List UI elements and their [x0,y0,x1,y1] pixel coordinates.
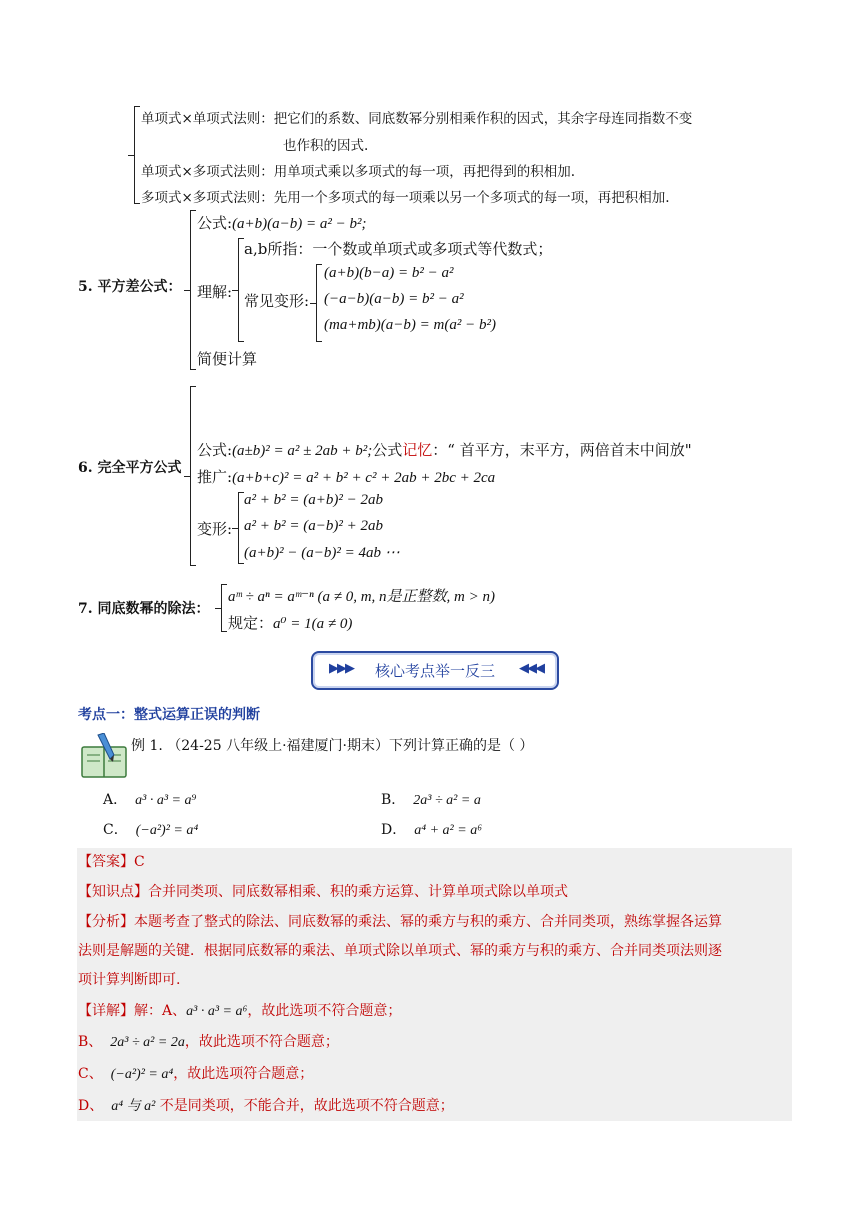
variation-1: (a+b)(b−a) = b² − a² [324,265,454,281]
extension-row [197,466,495,487]
detail-d-math: a⁴ 与 a² [111,1099,156,1114]
analysis-line-1: 【分析】本题考查了整式的除法、同底数幂的乘法、幂的乘方与积的乘方、合并同类项，熟练掌握各运算 [78,914,722,930]
left-arrows-icon: ◀◀◀ [519,661,543,676]
option-a [103,789,196,809]
option-b-math: 2a³ ÷ a² = a [413,793,481,808]
extension-formula: (a+b+c)² = a² + b² + c² + 2ab + 2bc + 2ca [232,470,496,486]
analysis-line-3: 项计算判断即可. [78,972,181,988]
detail-b-text: ，故此选项不符合题意； [184,1034,339,1050]
option-b [381,789,481,809]
option-a-math: a³ · a³ = a⁹ [135,793,197,808]
detail-b-prefix: B、 [78,1034,103,1050]
variation-brace [316,264,317,342]
variation-2: (−a−b)(a−b) = b² − a² [324,291,464,307]
topic-heading: 考点一：整式运算正误的判断 [78,707,260,723]
rule-poly-poly: 多项式×多项式法则：先用一个多项式的每一项乘以另一个多项式的每一项，再把积相加. [141,190,670,206]
section5-brace [190,210,191,370]
perfect-square-formula: (a±b)² = a² ± 2ab + b²; [232,443,373,459]
rule-mono-poly: 单项式×多项式法则：用单项式乘以多项式的每一项，再把得到的积相加. [141,164,576,180]
section7-brace [221,584,222,632]
detail-b-math: 2a³ ÷ a² = 2a [110,1035,185,1050]
detail-c [78,1063,313,1083]
option-c [103,819,198,839]
memo-word: 记忆 [402,441,433,459]
transform-2: a² + b² = (a−b)² + 2ab [244,518,383,534]
option-c-math: (−a²)² = a⁴ [135,823,199,838]
detail-b [78,1031,339,1051]
detail-d-text: 不是同类项，不能合并，故此选项不符合题意； [155,1098,454,1114]
simple-calc: 简便计算 [197,350,258,368]
option-b-label: B． [381,792,406,808]
option-c-label: C． [103,822,128,838]
section5-formula-row [197,212,367,233]
section6-label: 6. 完全平方公式 [78,460,182,476]
detail-d [78,1095,454,1115]
zero-exponent-formula: a⁰ = 1(a ≠ 0) [273,616,353,632]
section6-formula-row [197,439,692,460]
option-a-label: A． [103,792,128,808]
extension-prefix: 推广: [197,468,233,486]
common-variation-label: 常见变形: [244,292,310,310]
option-d [381,819,482,839]
ab-meaning: a,b所指：一个数或单项式或多项式等代数式； [244,240,553,258]
core-points-banner [311,651,559,690]
transform-brace [238,492,239,564]
detail-d-prefix: D、 [78,1098,104,1114]
detail-prefix: 【详解】解：A、 [78,1003,187,1019]
section7-label: 7. 同底数幂的除法： [78,601,210,617]
rules-brace [134,106,135,204]
example-title: 例 1. （24-25 八年级上·福建厦门·期末）下列计算正确的是（ ） [131,738,534,754]
analysis-line-2: 法则是解题的关键．根据同底数幂的乘法、单项式除以单项式、幂的乘方与积的乘方、合并同类项法则逐 [78,943,722,959]
section5-label: 5. 平方差公式： [78,279,182,295]
section6-brace [190,386,191,566]
memo-prefix: 公式 [372,441,403,459]
rule-mono-mono: 单项式×单项式法则：把它们的系数、同底数幂分别相乘作积的因式，其余字母连同指数不变 [141,111,693,127]
answer-line: 【答案】C [78,854,145,870]
book-pencil-icon [80,733,130,783]
transform-1: a² + b² = (a+b)² − 2ab [244,492,383,508]
difference-of-squares-formula: (a+b)(a−b) = a² − b²; [232,216,367,232]
understand-label: 理解: [197,283,233,301]
transform-3: (a+b)² − (a−b)² = 4ab ⋯ [244,545,400,561]
knowledge-point: 【知识点】合并同类项、同底数幂相乘、积的乘方运算、计算单项式除以单项式 [78,884,568,900]
detail-a [78,1000,401,1020]
detail-c-prefix: C、 [78,1066,103,1082]
option-d-label: D． [381,822,407,838]
detail-c-math: (−a²)² = a⁴ [110,1067,174,1082]
understand-brace [238,238,239,342]
transform-label: 变形: [197,520,233,538]
right-arrows-icon: ▶▶▶ [329,661,353,676]
formula-prefix: 公式: [197,441,233,459]
banner-title: 核心考点举一反三 [374,662,495,680]
detail-c-text: ，故此选项符合题意； [173,1066,314,1082]
memo-text: ：“ 首平方，末平方，两倍首末中间放" [432,441,692,459]
detail-a-text: ，故此选项不符合题意； [247,1003,402,1019]
option-d-math: a⁴ + a² = a⁶ [414,823,483,838]
variation-3: (ma+mb)(a−b) = m(a² − b²) [324,317,496,333]
rule-mono-mono-cont: 也作积的因式. [283,138,369,154]
detail-a-math: a³ · a³ = a⁶ [186,1004,248,1019]
rule-prefix: 规定： [228,614,274,632]
formula-prefix: 公式: [197,214,233,232]
zero-exponent-row [228,612,352,633]
division-formula: aᵐ ÷ aⁿ = aᵐ⁻ⁿ (a ≠ 0, m, n是正整数, m > n) [228,589,495,605]
